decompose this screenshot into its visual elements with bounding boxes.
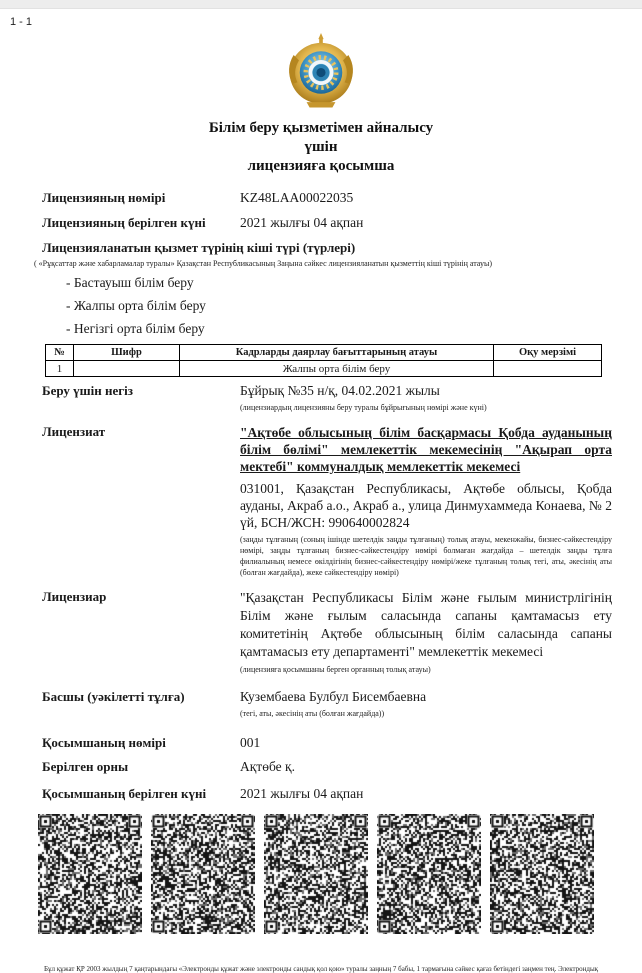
licensor-value: "Қазақстан Республикасы Білім және ғылым министрлігінің Білім және ғылым саласында сапаны қамтамасыз ету комитетінің Ақтөбе облысының білім саласында сапаны қамтамасыз ету департаменті" мемлекеттік мекемесі xyxy=(240,590,612,659)
issue-place-value: Ақтөбе қ. xyxy=(240,759,295,774)
appendix-date-value: 2021 жылғы 04 ақпан xyxy=(240,786,364,801)
table-cell-direction: Жалпы орта білім беру xyxy=(180,361,494,377)
issue-place-row xyxy=(42,759,612,775)
appendix-number-row xyxy=(42,735,612,751)
licensee-address: 031001, Қазақстан Республикасы, Ақтөбе облысы, Қобда ауданы, Акраб а.о., Акраб а., улица Динмухаммеда Конаева, № 2 үй, БСН/ЖСН: 990640002824 xyxy=(240,481,612,530)
subtype-note: ( «Рұқсаттар және хабарламалар туралы» Қазақстан Республикасының Заңына сәйкес лицензияланатын қызметтің кіші түрінің атауы) xyxy=(34,259,492,268)
licensor-label: Лицензиар xyxy=(42,589,107,604)
table-cell-number: 1 xyxy=(46,361,74,377)
table-row xyxy=(46,361,602,377)
basis-label: Беру үшін негіз xyxy=(42,383,133,398)
head-note: (тегі, аты, әкесінің аты (болған жағдайда)) xyxy=(240,709,385,718)
license-issue-date-value: 2021 жылғы 04 ақпан xyxy=(240,215,364,230)
table-header-row xyxy=(46,345,602,361)
kazakhstan-coat-of-arms-icon xyxy=(283,32,359,110)
basis-note: (лицензиардың лицензияны беру туралы бұйрығының нөмірі және күні) xyxy=(240,403,487,412)
signature-barcode-2 xyxy=(151,814,255,934)
subtype-item-1: - Бастауыш білім беру xyxy=(66,275,194,290)
signature-barcode-1 xyxy=(38,814,142,934)
training-directions-table xyxy=(45,344,602,377)
legal-footer-note: Бұл құжат ҚР 2003 жылдың 7 қаңтарындағы «Электронды құжат және электронды сандық қол қою» туралы заңның 7 бабы, 1 тармағына сәйкес қағаз бетіндегі заңмен тең. Электрондық xyxy=(44,965,599,973)
subtype-item-3: - Негізгі орта білім беру xyxy=(66,321,205,336)
licensee-note: (заңды тұлғаның (соның ішінде шетелдік заңды тұлғаның) толық атауы, мекенжайы, бизнес-сәйкестендіру нөмірі, заңды тұлғаның бизнес-сәйкестендіру нөмірі болмаған жағдайда – шетелдік заңды тұлға филиалының немесе өкілдігінің бизнес-сәйкестендіру нөмірі/жеке тұлғаның толық тегі, аты, әкесінің аты (болған жағдайда), жеке сәйкестендіру нөмірі) xyxy=(240,535,612,577)
licensor-row xyxy=(42,589,612,675)
license-number-row xyxy=(42,190,612,206)
title-line-3: лицензияға қосымша xyxy=(247,158,395,174)
license-number-label: Лицензияның нөмірі xyxy=(42,190,166,205)
license-issue-date-row xyxy=(42,215,612,231)
page-indicator: 1 - 1 xyxy=(10,16,33,28)
basis-row xyxy=(42,383,612,413)
table-cell-term xyxy=(494,361,602,377)
basis-value: Бұйрық №35 н/қ, 04.02.2021 жылы xyxy=(240,383,440,398)
table-header-code: Шифр xyxy=(74,345,180,361)
window-top-strip xyxy=(0,0,642,9)
licensee-row xyxy=(42,424,612,578)
appendix-number-label: Қосымшаның нөмірі xyxy=(42,735,166,750)
licensor-note: (лицензияға қосымшаны берген органның толық атауы) xyxy=(240,665,431,674)
license-issue-date-label: Лицензияның берілген күні xyxy=(42,215,206,230)
head-row xyxy=(42,689,612,719)
licensee-name: "Ақтөбе облысының білім басқармасы Қобда ауданының білім бөлімі" мемлекеттік мекемесінің "Ақырап орта мектебі" коммуналдық мемлекеттік мекемесі xyxy=(240,425,612,474)
appendix-date-row xyxy=(42,786,612,802)
table-header-number: № xyxy=(46,345,74,361)
appendix-date-label: Қосымшаның берілген күні xyxy=(42,786,207,801)
signature-barcode-4 xyxy=(377,814,481,934)
signature-barcode-5 xyxy=(490,814,594,934)
signature-barcode-row xyxy=(38,814,642,934)
title-line-1: Білім беру қызметімен айналысу xyxy=(208,120,434,136)
table-header-term: Оқу мерзімі xyxy=(494,345,602,361)
emblem-container xyxy=(0,32,642,110)
table-cell-code xyxy=(74,361,180,377)
head-value: Кузембаева Булбул Бисембаевна xyxy=(240,689,427,704)
document-title xyxy=(0,119,642,176)
subtype-heading: Лицензияланатын қызмет түрінің кіші түрі (түрлері) xyxy=(42,240,356,255)
title-line-2: үшін xyxy=(304,139,338,155)
appendix-number-value: 001 xyxy=(240,735,261,750)
table-header-direction: Кадрларды даярлау бағыттарының атауы xyxy=(180,345,494,361)
licensee-label: Лицензиат xyxy=(42,424,106,439)
subtype-list xyxy=(66,275,642,337)
issue-place-label: Берілген орны xyxy=(42,759,129,774)
license-number-value: KZ48LAA00022035 xyxy=(240,190,354,205)
subtype-item-2: - Жалпы орта білім беру xyxy=(66,298,206,313)
head-label: Басшы (уәкілетті тұлға) xyxy=(42,689,185,704)
signature-barcode-3 xyxy=(264,814,368,934)
